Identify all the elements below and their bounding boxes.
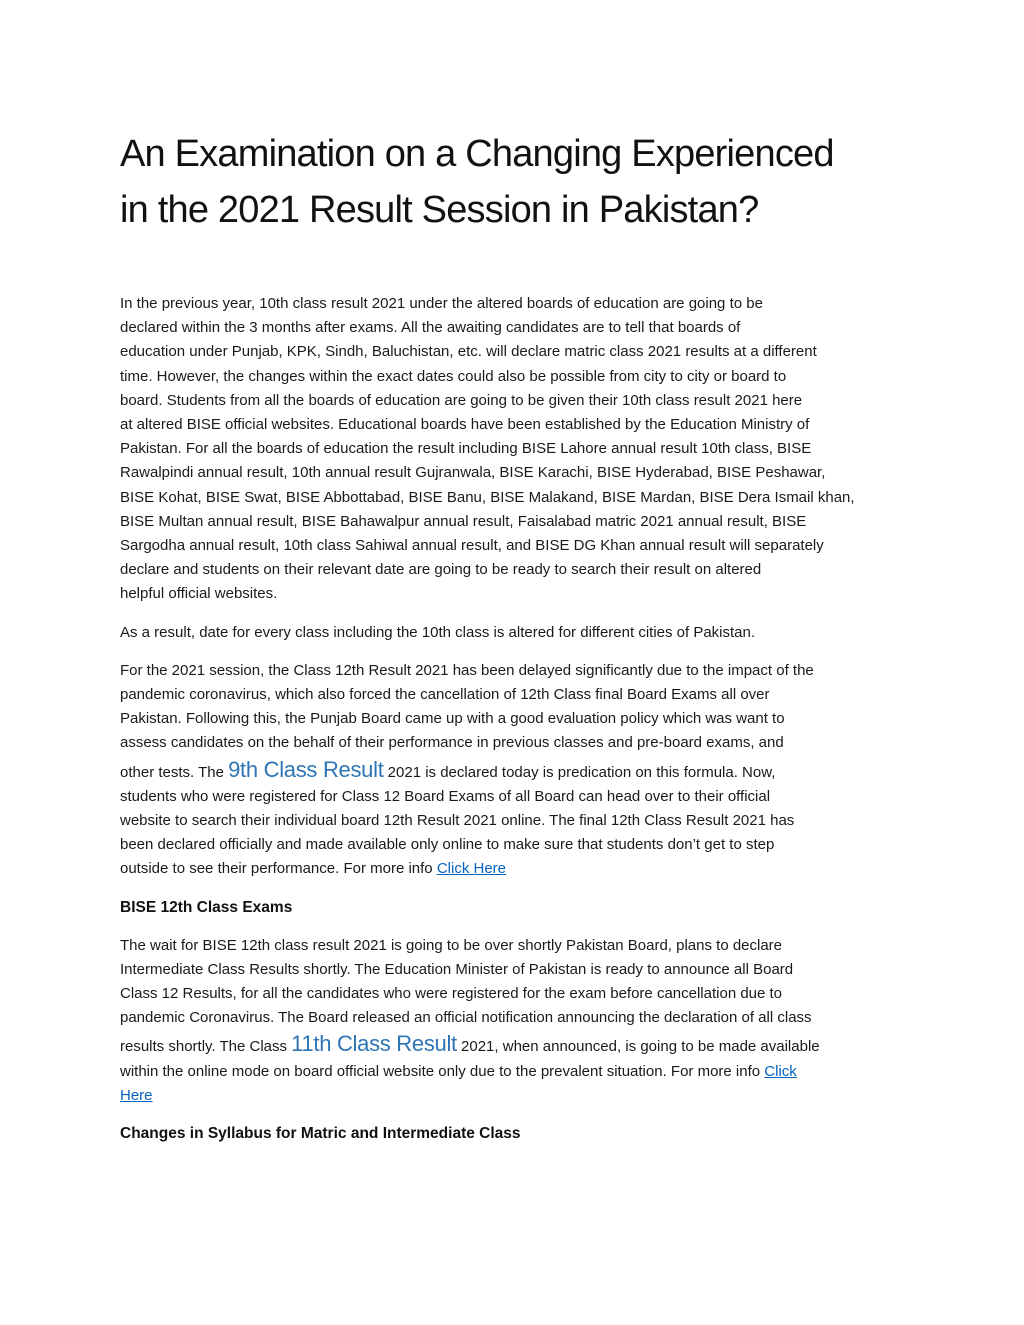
- text-line: website to search their individual board 12th Result 2021 online. The final 12th Class Result 2021 has: [120, 812, 795, 830]
- text-line: declared within the 3 months after exams. All the awaiting candidates are to tell that boards of: [120, 319, 741, 337]
- inline-text: results shortly. The Class: [120, 1038, 292, 1056]
- paragraph-2021-session: [120, 659, 904, 882]
- text-line: As a result, date for every class including the 10th class is altered for different cities of Pakistan.: [120, 623, 756, 641]
- inline-text: 2021, when announced, is going to be made available: [456, 1038, 820, 1056]
- inline-text: 2021 is declared today is predication on this formula. Now,: [383, 763, 776, 781]
- 9th-class-result-link[interactable]: 9th Class Result: [228, 756, 384, 782]
- text-line: board. Students from all the boards of education are going to be given their 10th class result 2021 here: [120, 391, 803, 409]
- text-line: In the previous year, 10th class result 2021 under the altered boards of education are going to be: [120, 295, 763, 312]
- text-line: time. However, the changes within the exact dates could also be possible from city to city or board to: [120, 367, 787, 385]
- text-line-with-link: [120, 1060, 904, 1084]
- text-line: education under Punjab, KPK, Sindh, Baluchistan, etc. will declare matric class 2021 results at a different: [120, 343, 817, 361]
- text-line: Class 12 Results, for all the candidates who were registered for the exam before cancellation due to: [120, 985, 783, 1003]
- text-line: been declared officially and made available only online to make sure that students don’t get to step: [120, 836, 775, 854]
- text-line-with-link: [120, 1032, 904, 1059]
- page-title: [120, 126, 904, 238]
- text-line: Intermediate Class Results shortly. The Education Minister of Pakistan is ready to announce all Board: [120, 960, 794, 978]
- text-line: For the 2021 session, the Class 12th Result 2021 has been delayed significantly due to the impact of the: [120, 661, 814, 679]
- text-line: Pakistan. Following this, the Punjab Board came up with a good evaluation policy which was want to: [120, 710, 785, 728]
- text-line: BISE Kohat, BISE Swat, BISE Abbottabad, BISE Banu, BISE Malakand, BISE Mardan, BISE Dera Ismail khan,: [120, 488, 855, 506]
- article-body: [120, 292, 904, 1160]
- click-here-link[interactable]: Click Here: [436, 860, 507, 878]
- text-line: BISE Multan annual result, BISE Bahawalpur annual result, Faisalabad matric 2021 annual result, BISE: [120, 512, 807, 530]
- text-line: at altered BISE official websites. Educational boards have been established by the Education Ministry of: [120, 416, 810, 434]
- section-heading-bise-12th: BISE 12th Class Exams: [120, 898, 293, 916]
- text-line: pandemic Coronavirus. The Board released an official notification announcing the declaration of all class: [120, 1009, 812, 1027]
- page-title-line-2: in the 2021 Result Session in Pakistan?: [120, 189, 759, 231]
- text-line-with-link: [120, 758, 904, 785]
- paragraph-bise-12th: [120, 934, 904, 1108]
- text-line: Pakistan. For all the boards of education the result including BISE Lahore annual result 10th class, BISE: [120, 440, 812, 458]
- inline-text: other tests. The: [120, 763, 229, 781]
- text-line: Rawalpindi annual result, 10th annual result Gujranwala, BISE Karachi, BISE Hyderabad, BISE Peshawar,: [120, 464, 826, 482]
- section-heading-syllabus-changes: Changes in Syllabus for Matric and Intermediate Class: [120, 1125, 521, 1143]
- text-line: pandemic coronavirus, which also forced the cancellation of 12th Class final Board Exams all over: [120, 686, 770, 704]
- text-line-with-link: [120, 1084, 904, 1108]
- text-line: assess candidates on the behalf of their performance in previous classes and pre-board exams, and: [120, 734, 784, 752]
- paragraph-dates-altered: [120, 621, 904, 645]
- text-line: declare and students on their relevant date are going to be ready to search their result on altered: [120, 561, 762, 579]
- text-line: students who were registered for Class 12 Board Exams of all Board can head over to their official: [120, 787, 771, 805]
- text-line: The wait for BISE 12th class result 2021 is going to be over shortly Pakistan Board, plans to declare: [120, 936, 783, 954]
- text-line: helpful official websites.: [120, 585, 278, 603]
- inline-text: outside to see their performance. For more info: [120, 860, 437, 878]
- inline-text: within the online mode on board official website only due to the prevalent situation. For more info: [120, 1062, 765, 1080]
- click-link[interactable]: Click: [764, 1062, 797, 1080]
- here-link[interactable]: Here: [120, 1086, 153, 1104]
- paragraph-intro: [120, 292, 904, 607]
- 11th-class-result-link[interactable]: 11th Class Result: [291, 1031, 457, 1057]
- page-title-line-1: An Examination on a Changing Experienced: [120, 133, 834, 175]
- text-line: Sargodha annual result, 10th class Sahiwal annual result, and BISE DG Khan annual result will separately: [120, 537, 824, 555]
- text-line-with-link: [120, 857, 904, 881]
